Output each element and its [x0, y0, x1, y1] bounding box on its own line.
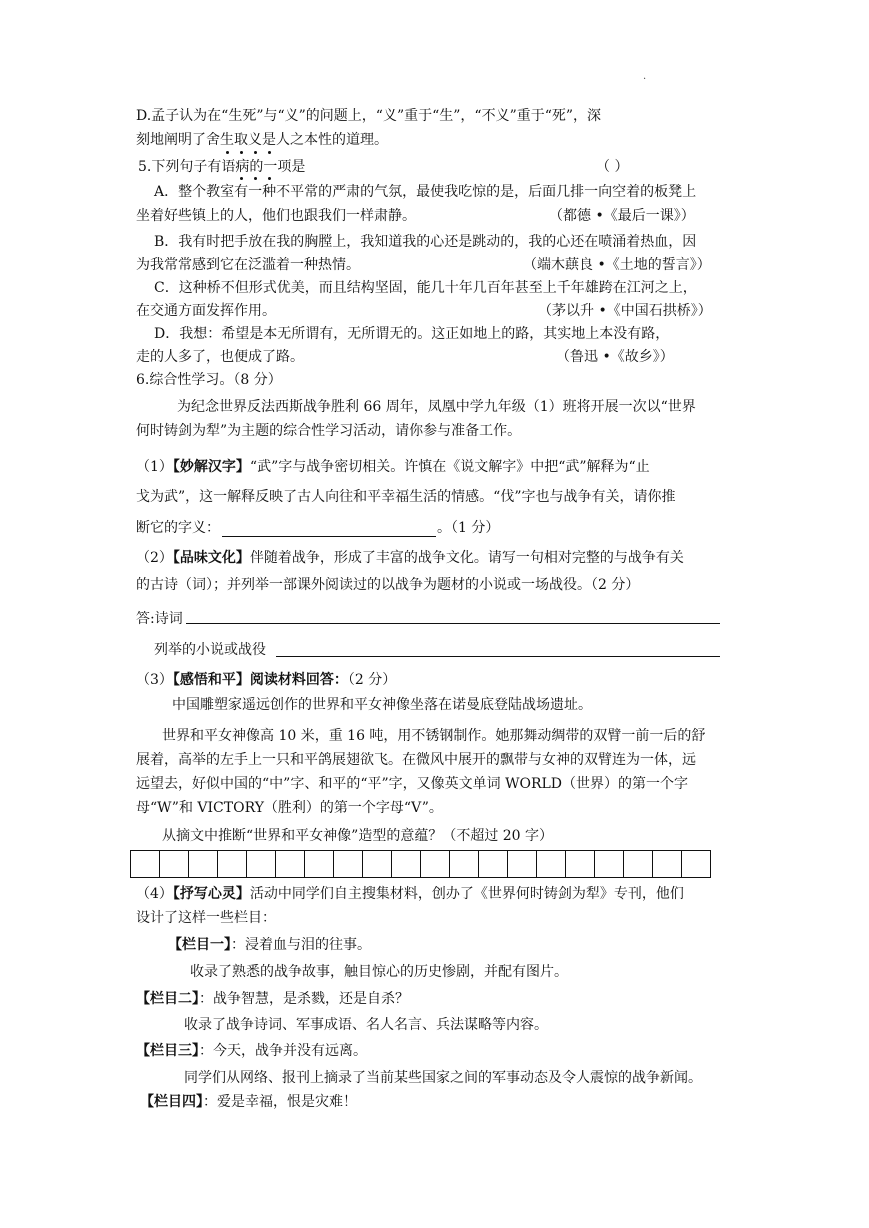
answer-cell[interactable] — [363, 851, 392, 877]
answer-cell[interactable] — [276, 851, 305, 877]
answer-cell[interactable] — [595, 851, 624, 877]
answer-cell[interactable] — [218, 851, 247, 877]
q6-part3-material-2: 世界和平女神像高 10 米，重 16 吨，用不锈钢制作。她那舞动绸带的双臂一前一后的舒 — [162, 728, 706, 744]
q6-part2-answer-novel-label: 列举的小说或战役 — [154, 642, 266, 658]
q6-part3-material-3: 展着，高举的左手上一只和平鸽展翅欲飞。在微风中展开的飘带与女神的双臂连为一体，远 — [136, 752, 696, 768]
q6-part4-line2: 设计了这样一些栏目： — [136, 910, 276, 926]
q4-option-d-line1: D.孟子认为在“生死”与“义”的问题上，“义”重于“生”，“不义”重于“死”，深 — [136, 108, 602, 124]
q6-part2-text-a: 伴随着战争，形成了丰富的战争文化。请写一句相对完整的与战争有关 — [249, 550, 684, 566]
column-1-desc: 收录了熟悉的战争故事，触目惊心的历史惨剧，并配有图片。 — [190, 964, 568, 980]
answer-cell[interactable] — [653, 851, 682, 877]
answer-cell[interactable] — [537, 851, 566, 877]
q5-option-d-line2: 走的人多了，也便成了路。 — [136, 349, 304, 365]
q6-part3-material-5: 母“W”和 VICTORY（胜利）的第一个字母“V”。 — [136, 800, 443, 816]
q6-part3-question: 从摘文中推断“世界和平女神像”造型的意蕴？（不超过 20 字） — [162, 828, 554, 844]
q6-title: 6.综合性学习。（8 分） — [136, 372, 282, 388]
q5-stem: 5.下列句子有语病的一项是 — [138, 159, 306, 175]
answer-cell[interactable] — [247, 851, 276, 877]
column-1 — [168, 935, 371, 955]
q6-part1-text-a: “武”字与战争密切相关。许慎在《说文解字》中把“武”解释为“止 — [249, 459, 650, 475]
column-2-tag: 【栏目二】 — [136, 991, 199, 1007]
q6-part3-material-1: 中国雕塑家遥远创作的世界和平女神像坐落在诺曼底登陆战场遗址。 — [172, 697, 592, 713]
answer-cell[interactable] — [421, 851, 450, 877]
column-1-title: ：浸着血与泪的往事。 — [231, 937, 371, 953]
q6-part2-answer-poem-label: 答:诗词 — [136, 611, 183, 627]
q5-option-c-line1: C．这种桥不但形式优美，而且结构坚固，能几十年几百年甚至上千年雄跨在江河之上， — [154, 280, 697, 296]
column-2-desc: 收录了战争诗词、军事成语、名人名言、兵法谋略等内容。 — [184, 1017, 548, 1033]
answer-cell[interactable] — [334, 851, 363, 877]
q6-part3-answer-grid[interactable] — [130, 850, 711, 878]
q5-option-a-line2: 坐着好些镇上的人，他们也跟我们一样肃静。 — [136, 208, 416, 224]
q6-part2-number: （2） — [136, 550, 173, 566]
q4-option-d-line2: 刻地阐明了舍生取义是人之本性的道理。 — [136, 132, 388, 148]
column-1-tag: 【栏目一】 — [168, 937, 231, 953]
q5-option-c-source: （茅以升 •《中国石拱桥》） — [538, 303, 712, 319]
q6-part3-score: （2 分） — [347, 672, 397, 688]
answer-cell[interactable] — [305, 851, 334, 877]
emphasis-dot — [240, 177, 243, 180]
answer-cell[interactable] — [479, 851, 508, 877]
q6-intro-line2: 何时铸剑为犁”为主题的综合性学习活动，请你参与准备工作。 — [136, 423, 522, 439]
emphasis-dot — [240, 151, 243, 154]
q6-part4-text-a: 活动中同学们自主搜集材料，创办了《世界何时铸剑为犁》专刊，他们 — [249, 886, 684, 902]
answer-cell[interactable] — [624, 851, 653, 877]
emphasis-dot — [268, 151, 271, 154]
q6-part4-tag: 【抒写心灵】 — [172, 886, 250, 902]
q6-part3-number: （3） — [136, 672, 173, 688]
answer-cell[interactable] — [189, 851, 218, 877]
column-2-title: ：战争智慧，是杀戮，还是自杀？ — [199, 991, 409, 1007]
column-3-title: ：今天，战争并没有远离。 — [199, 1043, 367, 1059]
q5-option-d-source: （鲁迅 •《故乡》） — [556, 349, 674, 365]
answer-cell[interactable] — [160, 851, 189, 877]
q6-part1-line3: 断它的字义： — [136, 520, 220, 536]
q6-part1-line1 — [136, 457, 650, 477]
q6-part2-novel-blank[interactable] — [276, 656, 720, 657]
column-4-title: ：爱是幸福，恨是灾难！ — [203, 1094, 357, 1110]
q6-part3-line1 — [136, 670, 396, 690]
emphasis-dot — [254, 177, 257, 180]
q5-answer-bracket: （ ） — [596, 159, 629, 175]
answer-cell[interactable] — [566, 851, 595, 877]
q5-option-a-source: （都德 •《最后一课》） — [549, 208, 695, 224]
column-3 — [136, 1041, 367, 1061]
q6-part3-tag: 【感悟和平】阅读材料回答： — [172, 672, 348, 688]
q6-part1-answer-blank[interactable] — [222, 536, 436, 537]
emphasis-dot — [268, 177, 271, 180]
q6-part1-tag: 【妙解汉字】 — [172, 459, 250, 475]
answer-cell[interactable] — [508, 851, 537, 877]
emphasis-dot — [254, 151, 257, 154]
column-4-tag: 【栏目四】 — [140, 1094, 203, 1110]
q6-part2-line1 — [136, 548, 684, 568]
answer-cell[interactable] — [450, 851, 479, 877]
q6-part2-tag: 【品味文化】 — [172, 550, 250, 566]
q5-option-b-line2: 为我常常感到它在泛滥着一种热情。 — [136, 257, 360, 273]
q5-option-b-line1: B．我有时把手放在我的胸膛上，我知道我的心还是跳动的，我的心还在喷涌着热血，因 — [154, 234, 697, 250]
q5-option-a-line1: A．整个教室有一种不平常的严肃的气氛，最使我吃惊的是，后面几排一向空着的板凳上 — [154, 184, 697, 200]
q6-part3-material-4: 远望去，好似中国的“中”字、和平的“平”字，又像英文单词 WORLD（世界）的第一个字 — [136, 776, 689, 792]
q6-part1-end: 。（1 分） — [437, 520, 500, 536]
column-2 — [136, 989, 409, 1009]
answer-cell[interactable] — [682, 851, 711, 877]
q6-part1-line2: 戈为武”，这一解释反映了古人向往和平幸福生活的情感。“伐”字也与战争有关，请你推 — [136, 489, 676, 505]
q6-intro-line1: 为纪念世界反法西斯战争胜利 66 周年，凤凰中学九年级（1）班将开展一次以“世界 — [177, 399, 696, 415]
q6-part2-line2: 的古诗（词）；并列举一部课外阅读过的以战争为题材的小说或一场战役。（2 分） — [136, 577, 640, 593]
column-3-tag: 【栏目三】 — [136, 1043, 199, 1059]
column-4 — [140, 1092, 357, 1112]
q6-part2-poem-blank[interactable] — [186, 623, 720, 624]
emphasis-dot — [226, 151, 229, 154]
q5-option-c-line2: 在交通方面发挥作用。 — [136, 303, 276, 319]
answer-cell[interactable] — [392, 851, 421, 877]
header-mark: . — [643, 71, 647, 82]
q6-part4-number: （4） — [136, 886, 173, 902]
answer-cell[interactable] — [131, 851, 160, 877]
column-3-desc: 同学们从网络、报刊上摘录了当前某些国家之间的军事动态及令人震惊的战争新闻。 — [184, 1070, 702, 1086]
q6-part1-number: （1） — [136, 459, 173, 475]
q5-option-d-line1: D．我想：希望是本无所谓有，无所谓无的。这正如地上的路，其实地上本没有路， — [154, 326, 670, 342]
q5-option-b-source: （端木蕻良 •《土地的誓言》） — [523, 257, 711, 273]
q6-part4-line1 — [136, 884, 684, 904]
